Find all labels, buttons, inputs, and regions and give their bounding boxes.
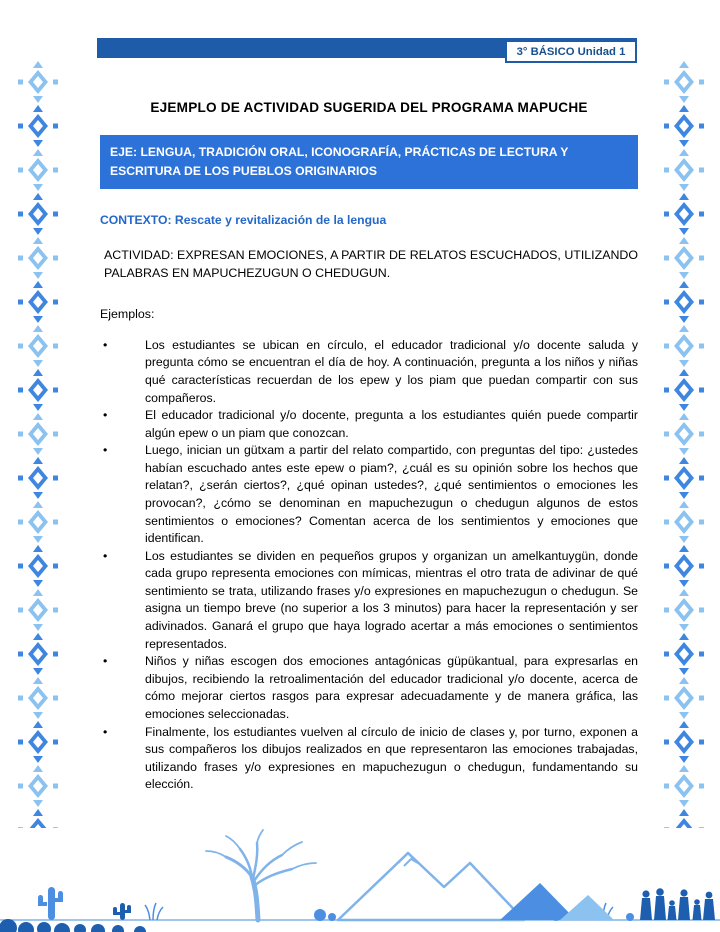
contexto-line: CONTEXTO: Rescate y revitalización de la lengua (100, 212, 387, 227)
bullet-text: Finalmente, los estudiantes vuelven al círculo de inicio de clases y, por turno, exponen a sus compañeros los dibujos realizados en que representaron las emociones trabajadas, utilizando frases y/o expresiones en mapuchezugun o chedugun, fundamentando su elección. (145, 724, 638, 792)
left-ornament-border (16, 60, 60, 828)
bullet-text: El educador tradicional y/o docente, pregunta a los estudiantes quién puede compartir algún epew o un piam que conozcan. (145, 408, 638, 440)
eje-banner (100, 135, 638, 189)
bullet-text: Los estudiantes se ubican en círculo, el educador tradicional y/o docente saluda y pregunta cómo se encuentran el día de hoy. A continuación, pregunta a los niños y niñas qué características recuerdan de los epew y los piam que puedan compartir con sus compañeros. (145, 337, 638, 405)
cactus-silhouette (38, 887, 63, 920)
foliage-silhouette (0, 919, 146, 932)
bullet-marker: • (103, 337, 108, 352)
page-title: EJEMPLO DE ACTIVIDAD SUGERIDA DEL PROGRAMA MAPUCHE (150, 100, 588, 115)
people-silhouettes (640, 888, 715, 920)
bullet-marker: • (103, 548, 108, 563)
list-item (100, 724, 638, 794)
unit-label: 3° BÁSICO Unidad 1 (516, 45, 626, 58)
bullet-text: Luego, inician un gütxam a partir del relato compartido, con preguntas del tipo: ¿ustedes habían escuchado antes este epew o piam?, ¿cuál es su opinión sobre los hechos que relatan?, ¿serán ciertos?, ¿qué opinan ustedes?, ¿qué sentimientos o emociones les provocan?, ¿cómo se denominan en mapuchezugun o chedugun algunos de estos sentimientos o emociones? Comentan acerca de los sentimientos y emociones que identifican. (145, 443, 638, 546)
bullet-text: Los estudiantes se dividen en pequeños grupos y organizan un amelkantuygün, donde cada grupo representa emociones con mímicas, mientras el otro trata de adivinar de qué sentimiento se trata, utilizando frases y/o expresiones en mapuchezugun o chedugun. Se asigna un tiempo breve (no superior a los 3 minutos) para hacer la representación y ser adivinados. Ganará el grupo que haya logrado acertar a más emociones o sentimientos representados. (145, 548, 638, 651)
list-item (100, 337, 638, 407)
actividad-line: ACTIVIDAD: EXPRESAN EMOCIONES, A PARTIR DE RELATOS ESCUCHADOS, UTILIZANDO PALABRAS EN MAPUCHEZUGUN O CHEDUGUN. (104, 247, 638, 280)
content-area (100, 100, 638, 794)
bullet-text: Niños y niñas escogen dos emociones antagónicas güpükantual, para expresarlas en dibujos, recibiendo la retroalimentación del educador tradicional y/o docente, acerca de cómo mejorar ciertos rasgos para expresar adecuadamente y de manera gráfica, las emociones seleccionadas. (145, 654, 638, 721)
bullet-marker: • (103, 724, 108, 739)
unit-label-box (505, 40, 637, 63)
bullet-marker: • (103, 443, 108, 458)
bullet-marker: • (103, 408, 108, 423)
list-item (100, 548, 638, 653)
small-cactus-silhouette (113, 903, 131, 920)
mountains-silhouette (338, 853, 614, 920)
tree-silhouette (206, 830, 316, 920)
ejemplos-label: Ejemplos: (100, 306, 155, 321)
bullet-marker: • (103, 654, 108, 669)
list-item (100, 442, 638, 547)
list-item (100, 653, 638, 723)
right-ornament-border (662, 60, 706, 828)
eje-banner-text: EJE: LENGUA, TRADICIÓN ORAL, ICONOGRAFÍA, PRÁCTICAS DE LECTURA Y ESCRITURA DE LOS PUEBLOS ORIGINARIOS (110, 145, 569, 178)
footer-landscape-illustration (0, 827, 720, 932)
list-item (100, 407, 638, 442)
bullet-list (100, 337, 638, 794)
